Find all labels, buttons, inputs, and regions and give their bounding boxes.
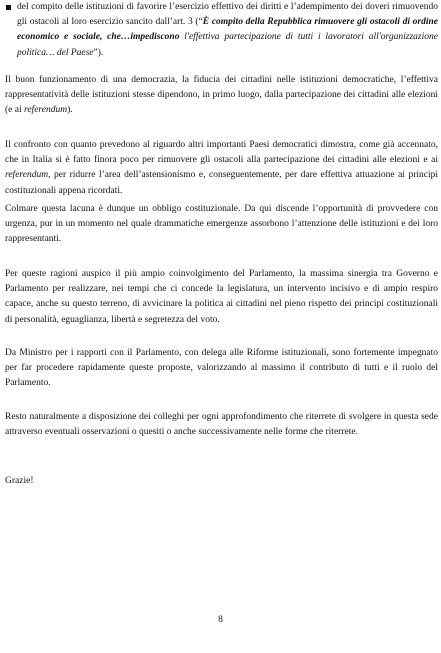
bullet-text-end: ”). (93, 47, 104, 58)
page-number: 8 (218, 615, 223, 625)
referendum-italic: referendum (5, 170, 49, 181)
paragraph-availability: Resto naturalmente a disposizione dei colleghi per ogni approfondimento che riterrete di svolgere in questa sede attraverso eventuali osservazioni o quesiti o anche successivamente nelle forme che riterrete. (5, 412, 438, 438)
paragraph-minister: Da Ministro per i rapporti con il Parlamento, con delega alle Riforme istituzionali, sono fortemente impegnato per far procedere rapidamente queste proposte, valorizzando al massimo il contributo di tutti e il ruolo del Parlamento. (5, 348, 438, 389)
constitution-quote-bold: È compito della Repubblica rimuovere gli ostacoli di ordine economico e sociale, che…impediscono (17, 17, 438, 43)
bullet-square-icon (6, 5, 11, 10)
paragraph-democracy (5, 73, 438, 119)
paragraph-parliament: Per queste ragioni auspico il più ampio coinvolgimento del Parlamento, la massima sinergia tra Governo e Parlamento per realizzare, nei tempi che ci concede la legislatura, un intervento incisivo e di ampio respiro capace, anche su questo terreno, di avvicinare la politica ai cittadini nel pieno rispetto dei principi costituzionali di personalità, eguaglianza, libertà e segretezza del voto. (5, 269, 438, 325)
constitution-quote-italic: l'effettiva partecipazione di tutti i lavoratori all'organizzazione politica… del Paese (17, 32, 438, 58)
paragraph-thanks: Grazie! (5, 476, 34, 486)
paragraph-comparison (5, 138, 438, 199)
paragraph-obligation: Colmare questa lacuna è dunque un obbligo costituzionale. Da qui discende l’opportunità di provvedere con urgenza, pur in un momento nel quale drammatiche emergenze assorbono l’attenzione delle istituzioni e dei loro rappresentanti. (5, 204, 438, 245)
paragraph-text: Il buon funzionamento di una democrazia, la fiducia dei cittadini nelle istituzioni democratiche, l’effettiva rappresentatività delle istituzioni stesse dipendono, in primo luogo, dalla partecipazione dei cittadini alle elezioni (e ai (5, 75, 438, 116)
paragraph-text: ). (67, 105, 73, 116)
referendum-italic: referendum (24, 105, 68, 116)
paragraph-text: , per ridurre l’area dell’astensionismo e, conseguentemente, per dare effettiva attuazione ai principi costituzionali appena ricordati. (5, 170, 438, 196)
bullet-text: del compito delle istituzioni di favorire l’esercizio effettivo dei diritti e l’adempimento dei doveri rimuovendo gli ostacoli al loro esercizio sancito dall’art. 3 (“ (17, 2, 438, 28)
bullet-item (17, 0, 438, 61)
paragraph-text: Il confronto con quanto prevedono al riguardo altri importanti Paesi democratici dimostra, come già accennato, che in Italia si è fatto finora poco per rimuovere gli ostacoli alla partecipazione dei cittadini alle elezioni e ai (5, 140, 438, 166)
